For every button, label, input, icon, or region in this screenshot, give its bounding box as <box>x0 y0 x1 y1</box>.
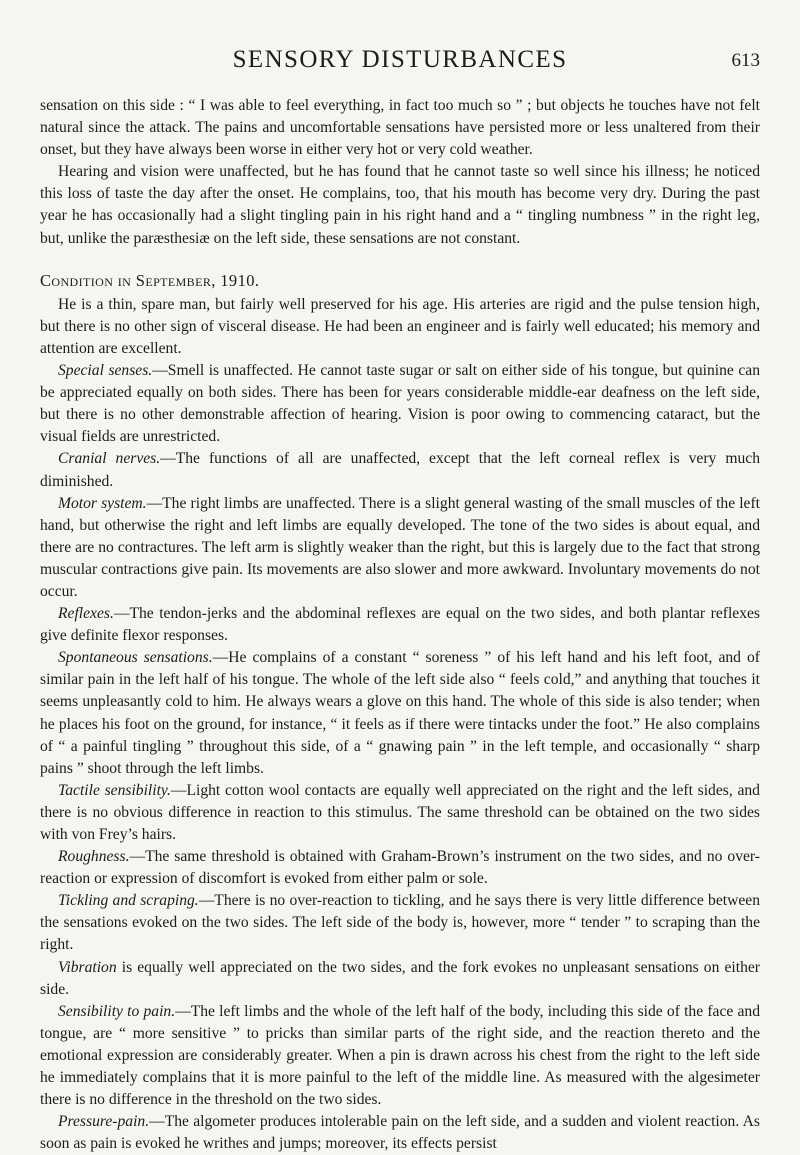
subsection-text: —The left limbs and the whole of the left half of the body, including this side of the face and tongue, are “ more sensitive ” to pricks than similar parts of the right side, and the reaction thereto and the emotional expression are considerably greater. When a pin is drawn across his chest from the right to the left side he immediately complains that it is more painful to the left of the middle line. As measured with the algesimeter there is no difference in the threshold on the two sides. <box>40 1002 760 1109</box>
subsection-text: is equally well appreciated on the two sides, and the fork evokes no unpleasant sensations on either side. <box>40 958 760 998</box>
subsection-paragraph <box>40 360 760 448</box>
paragraph: Hearing and vision were unaffected, but he has found that he cannot taste so well since his illness; he noticed this loss of taste the day after the onset. He complains, too, that his mouth has become very dry. During the past year he has occasionally had a slight tingling pain in his right hand and a “ tingling numbness ” in the right leg, but, unlike the paræsthesiæ on the left side, these sensations are not constant. <box>40 163 760 247</box>
subsection-text: —Smell is unaffected. He cannot taste sugar or salt on either side of his tongue, but quinine can be appreciated equally on both sides. There has been for years considerable middle-ear deafness on the left side, but there is no other demonstrable affection of hearing. Vision is poor owing to commencing cataract, but the visual fields are unrestricted. <box>40 362 760 446</box>
subsection-paragraph <box>40 493 760 603</box>
subsection-title: Roughness. <box>58 848 130 866</box>
subsection-title: Sensibility to pain. <box>58 1002 176 1020</box>
paragraph: He is a thin, spare man, but fairly well preserved for his age. His arteries are rigid and the pulse tension high, but there is no other sign of visceral disease. He had been an engineer and is fairly well educated; his memory and attention are excellent. <box>40 295 760 357</box>
page-number: 613 <box>731 50 760 71</box>
subsection-title: Spontaneous sensations. <box>58 649 213 667</box>
subsection-title: Pressure-pain. <box>58 1113 150 1131</box>
subsection-paragraph <box>40 647 760 780</box>
subsection-text: —The same threshold is obtained with Graham-Brown’s instrument on the two sides, and no over-reaction or expression of discomfort is evoked from either palm or sole. <box>40 848 760 888</box>
page-body <box>40 95 760 1155</box>
running-title: SENSORY DISTURBANCES <box>232 46 568 73</box>
page-header <box>40 46 760 76</box>
subsection-text: —The tendon-jerks and the abdominal reflexes are equal on the two sides, and both plantar reflexes give definite flexor responses. <box>40 605 760 645</box>
subsection-text: —There is no over-reaction to tickling, and he says there is very little difference between the sensations evoked on the two sides. The left side of the body is, however, more “ tender ” to scraping than the right. <box>40 892 760 954</box>
subsection-text: —He complains of a constant “ soreness ” of his left hand and his left foot, and of similar pain in the left half of his tongue. The whole of the left side also “ feels cold,” and anything that touches it seems unpleasantly cold to him. He always wears a glove on this hand. The whole of this side is also tender; when he places his foot on the ground, for instance, “ it feels as if there were tintacks under the foot.” He also complains of “ a painful tingling ” throughout this side, of a “ gnawing pain ” in the left temple, and occasionally “ sharp pains ” shoot through the left limbs. <box>40 649 760 777</box>
subsection-title: Motor system. <box>58 494 147 512</box>
subsection-title: Tactile sensibility. <box>58 781 171 799</box>
subsection-text: —The right limbs are unaffected. There is a slight general wasting of the small muscles of the left hand, but otherwise the right and left limbs are equally developed. The tone of the two sides is about equal, and there are no contractures. The left arm is slightly weaker than the right, but this is largely due to the fact that strong muscular contractions give pain. Its movements are also slower and more awkward. Involuntary movements do not occur. <box>40 494 760 600</box>
section-heading: Condition in September, 1910. <box>40 270 260 290</box>
subsection-text: —The functions of all are unaffected, except that the left corneal reflex is very much diminished. <box>40 450 760 490</box>
subsection-title: Cranial nerves. <box>58 450 161 468</box>
subsection-title: Tickling and scraping. <box>58 892 199 910</box>
subsection-paragraph <box>40 780 760 846</box>
subsection-paragraph <box>40 846 760 890</box>
subsection-text: —Light cotton wool contacts are equally well appreciated on the right and the left sides, and there is no obvious difference in reaction to this stimulus. The same threshold can be obtained on the two sides with von Frey’s hairs. <box>40 781 760 843</box>
paragraph: sensation on this side : “ I was able to feel everything, in fact too much so ” ; but objects he touches have not felt natural since the attack. The pains and uncomfortable sensations have persisted more or less unaltered from their onset, but they have always been worse in either very hot or very cold weather. <box>40 97 760 159</box>
subsection-paragraph <box>40 603 760 647</box>
subsection-title: Reflexes. <box>58 605 114 623</box>
subsection-paragraph <box>40 957 760 1001</box>
subsection-title: Vibration <box>58 958 117 976</box>
subsection-text: —The algometer produces intolerable pain on the left side, and a sudden and violent reaction. As soon as pain is evoked he writhes and jumps; moreover, its effects persist <box>40 1113 760 1153</box>
subsection-paragraph <box>40 1111 760 1155</box>
subsection-title: Special senses. <box>58 362 153 380</box>
subsection-paragraph <box>40 448 760 492</box>
subsection-paragraph <box>40 1001 760 1111</box>
subsection-paragraph <box>40 890 760 956</box>
